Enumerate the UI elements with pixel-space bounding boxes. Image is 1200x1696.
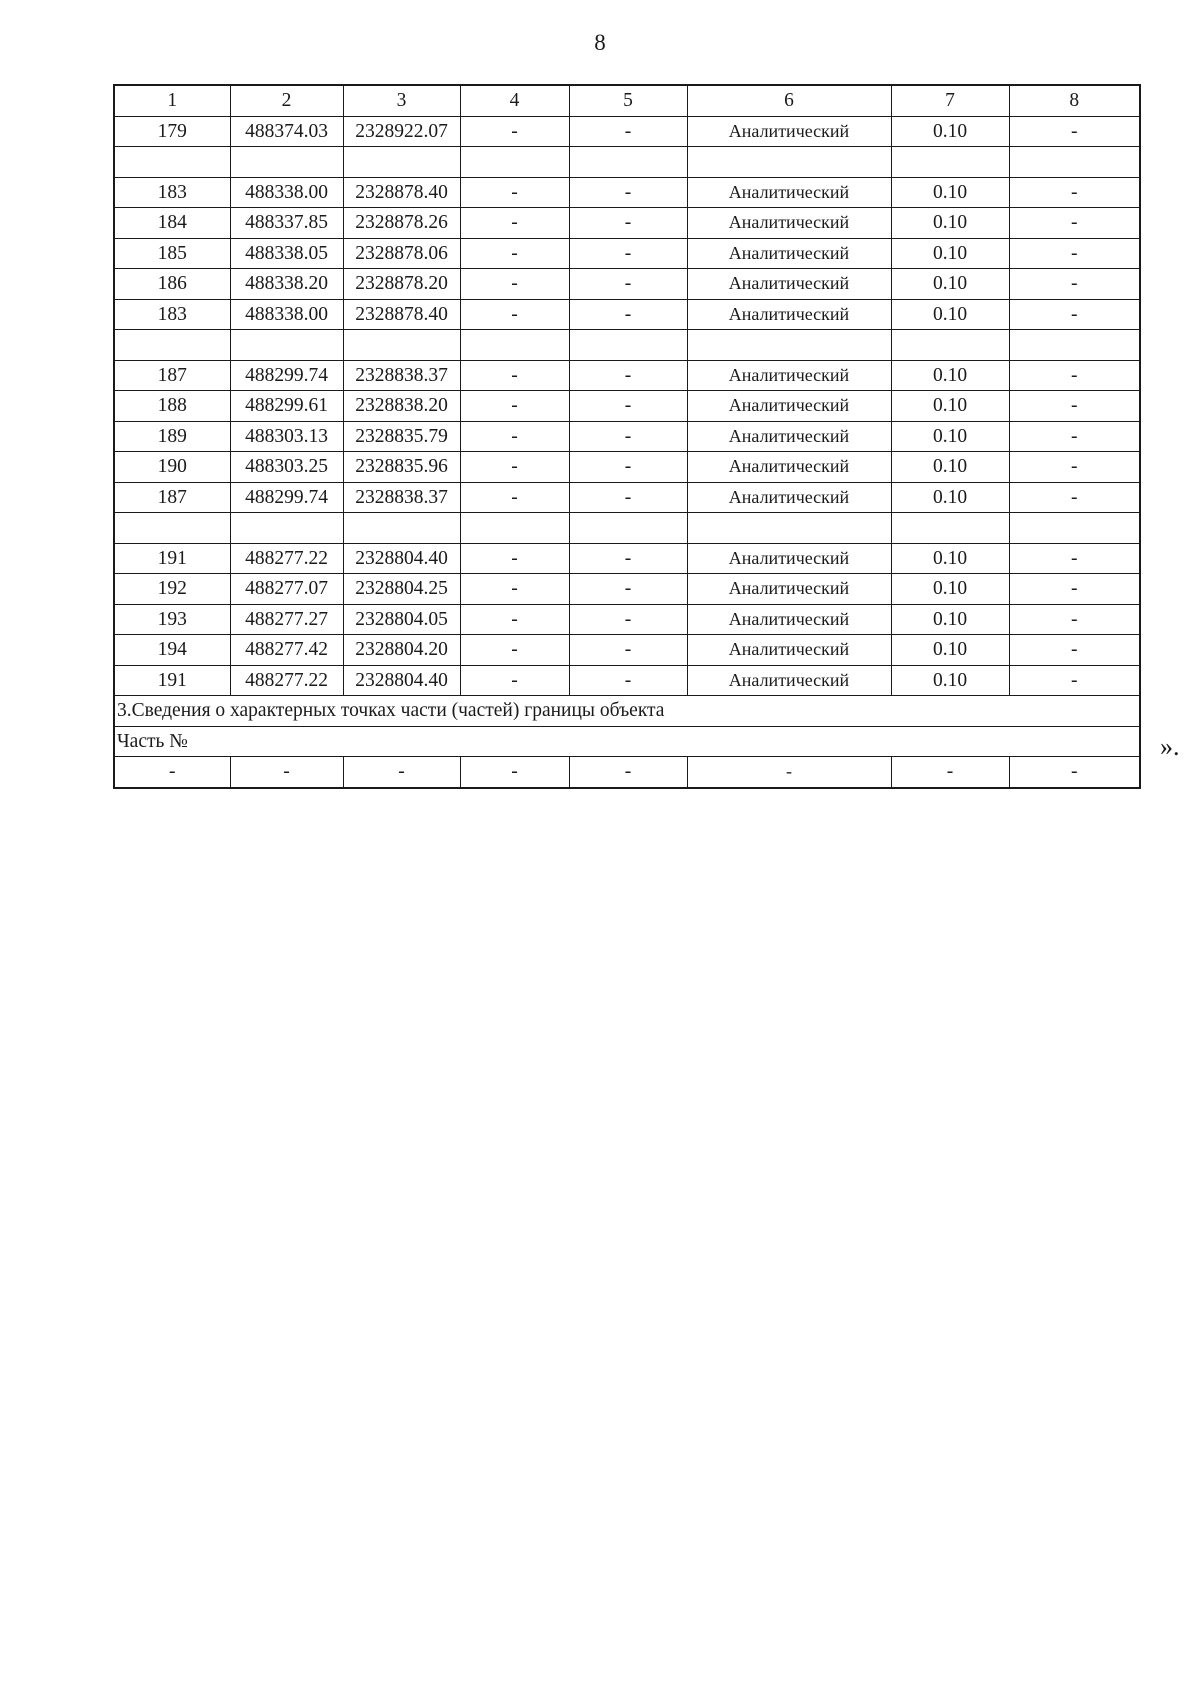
table-cell-col3: 2328804.40	[343, 543, 460, 574]
table-cell-col4: -	[460, 177, 569, 208]
table-cell-col3: 2328878.06	[343, 238, 460, 269]
section-title-row	[114, 696, 1140, 727]
table-cell-col5: 5	[569, 85, 687, 116]
table-cell-col7: 0.10	[891, 299, 1009, 330]
table-cell-col2: 488299.74	[230, 360, 343, 391]
table-cell-col4: -	[460, 421, 569, 452]
table-cell-col2: 2	[230, 85, 343, 116]
table-cell-col5: -	[569, 299, 687, 330]
table-cell-col7: 0.10	[891, 452, 1009, 483]
table-cell-col5: -	[569, 635, 687, 666]
table-cell-col6: -	[687, 757, 891, 788]
table-cell-col5: -	[569, 574, 687, 605]
table-cell-col4	[460, 147, 569, 178]
table-cell-col1: 188	[114, 391, 230, 422]
table-cell-col8: -	[1009, 665, 1140, 696]
table-cell-col6: Аналитический	[687, 269, 891, 300]
table-cell-col2: 488299.74	[230, 482, 343, 513]
table-row	[114, 665, 1140, 696]
table-cell-col2: 488277.22	[230, 543, 343, 574]
table-cell-col7: 0.10	[891, 635, 1009, 666]
table-cell-col4	[460, 513, 569, 544]
table-row	[114, 452, 1140, 483]
table-cell-col2: 488303.13	[230, 421, 343, 452]
table-row	[114, 421, 1140, 452]
table-cell-col7: 0.10	[891, 574, 1009, 605]
section-title-row-text: 3.Сведения о характерных точках части (частей) границы объекта	[114, 696, 1140, 727]
table-cell-col4: -	[460, 116, 569, 147]
table-cell-col6: Аналитический	[687, 635, 891, 666]
table-cell-col3: 2328878.20	[343, 269, 460, 300]
table-row	[114, 574, 1140, 605]
table-cell-col4: -	[460, 757, 569, 788]
table-row	[114, 543, 1140, 574]
table-cell-col8	[1009, 330, 1140, 361]
table-cell-col8: -	[1009, 574, 1140, 605]
table-cell-col6: 6	[687, 85, 891, 116]
table-cell-col2: 488338.00	[230, 177, 343, 208]
table-cell-col3: 2328878.26	[343, 208, 460, 239]
table-cell-col7	[891, 513, 1009, 544]
table-cell-col7: 0.10	[891, 116, 1009, 147]
table-cell-col1: 187	[114, 360, 230, 391]
table-cell-col8: -	[1009, 269, 1140, 300]
table-cell-col5: -	[569, 391, 687, 422]
table-cell-col8: -	[1009, 177, 1140, 208]
table-cell-col3: 2328835.96	[343, 452, 460, 483]
table-cell-col3: 2328804.20	[343, 635, 460, 666]
table-cell-col7: 0.10	[891, 391, 1009, 422]
table-cell-col1: 187	[114, 482, 230, 513]
table-cell-col1	[114, 513, 230, 544]
table-cell-col6	[687, 147, 891, 178]
table-cell-col1: 1	[114, 85, 230, 116]
part-values-row	[114, 757, 1140, 788]
table-cell-col4: -	[460, 269, 569, 300]
table-cell-col4: -	[460, 604, 569, 635]
table-cell-col7: 0.10	[891, 208, 1009, 239]
table-row	[114, 391, 1140, 422]
table-cell-col7: 0.10	[891, 177, 1009, 208]
table-cell-col8	[1009, 513, 1140, 544]
table-cell-col8: -	[1009, 543, 1140, 574]
table-cell-col1: 183	[114, 299, 230, 330]
table-cell-col3: 2328838.20	[343, 391, 460, 422]
table-cell-col7: 0.10	[891, 604, 1009, 635]
table-cell-col8: -	[1009, 238, 1140, 269]
table-cell-col3: 2328922.07	[343, 116, 460, 147]
table-cell-col6: Аналитический	[687, 482, 891, 513]
table-cell-col5: -	[569, 360, 687, 391]
table-cell-col6: Аналитический	[687, 391, 891, 422]
table-cell-col4: -	[460, 452, 569, 483]
table-cell-col4: -	[460, 360, 569, 391]
table-cell-col2	[230, 330, 343, 361]
table-cell-col5: -	[569, 238, 687, 269]
table-cell-col5: -	[569, 208, 687, 239]
table-cell-col8: 8	[1009, 85, 1140, 116]
table-cell-col8: -	[1009, 482, 1140, 513]
table-cell-col1: 185	[114, 238, 230, 269]
table-row	[114, 604, 1140, 635]
table-cell-col1: 184	[114, 208, 230, 239]
table-cell-col1: 190	[114, 452, 230, 483]
table-cell-col4: -	[460, 391, 569, 422]
table-cell-col2: -	[230, 757, 343, 788]
table-cell-col6: Аналитический	[687, 299, 891, 330]
table-cell-col2: 488277.22	[230, 665, 343, 696]
table-cell-col7: 0.10	[891, 238, 1009, 269]
table-cell-col8: -	[1009, 757, 1140, 788]
table-cell-col6: Аналитический	[687, 238, 891, 269]
table-row	[114, 116, 1140, 147]
table-cell-col4: -	[460, 574, 569, 605]
table-cell-col7: 0.10	[891, 269, 1009, 300]
table-cell-col7: 7	[891, 85, 1009, 116]
table-cell-col7: 0.10	[891, 482, 1009, 513]
table-cell-col8: -	[1009, 604, 1140, 635]
table-cell-col2: 488277.27	[230, 604, 343, 635]
part-label-row	[114, 726, 1140, 757]
table-cell-col7: 0.10	[891, 360, 1009, 391]
table-cell-col2: 488277.42	[230, 635, 343, 666]
table-cell-col6: Аналитический	[687, 177, 891, 208]
table-cell-col2: 488338.20	[230, 269, 343, 300]
table-cell-col8: -	[1009, 208, 1140, 239]
table-cell-col8: -	[1009, 116, 1140, 147]
table-cell-col8	[1009, 147, 1140, 178]
table-cell-col5: -	[569, 421, 687, 452]
table-cell-col3: 2328804.40	[343, 665, 460, 696]
table-cell-col3	[343, 147, 460, 178]
table-row	[114, 208, 1140, 239]
table-cell-col1	[114, 330, 230, 361]
table-cell-col2	[230, 513, 343, 544]
table-row	[114, 330, 1140, 361]
table-cell-col3: 2328835.79	[343, 421, 460, 452]
table-cell-col6: Аналитический	[687, 604, 891, 635]
table-cell-col5: -	[569, 757, 687, 788]
table-cell-col6	[687, 513, 891, 544]
table-cell-col1: 191	[114, 665, 230, 696]
table-cell-col1	[114, 147, 230, 178]
table-cell-col1: 193	[114, 604, 230, 635]
table-cell-col5: -	[569, 452, 687, 483]
table-cell-col6: Аналитический	[687, 421, 891, 452]
table-cell-col3	[343, 513, 460, 544]
table-cell-col4: -	[460, 299, 569, 330]
table-cell-col6: Аналитический	[687, 208, 891, 239]
table-cell-col5: -	[569, 116, 687, 147]
table-cell-col1: -	[114, 757, 230, 788]
table-cell-col6: Аналитический	[687, 360, 891, 391]
table-cell-col6: Аналитический	[687, 452, 891, 483]
table-cell-col4	[460, 330, 569, 361]
table-cell-col8: -	[1009, 635, 1140, 666]
table-cell-col8: -	[1009, 391, 1140, 422]
table-row	[114, 238, 1140, 269]
table-cell-col2: 488337.85	[230, 208, 343, 239]
table-cell-col3: 2328838.37	[343, 482, 460, 513]
table-row	[114, 482, 1140, 513]
table-cell-col3: 2328804.25	[343, 574, 460, 605]
table-cell-col1: 189	[114, 421, 230, 452]
table-header-row	[114, 85, 1140, 116]
table-cell-col8: -	[1009, 452, 1140, 483]
table-cell-col4: -	[460, 208, 569, 239]
table-cell-col2: 488338.00	[230, 299, 343, 330]
table-cell-col7: -	[891, 757, 1009, 788]
table-cell-col3: 3	[343, 85, 460, 116]
table-cell-col4: -	[460, 543, 569, 574]
table-cell-col8: -	[1009, 360, 1140, 391]
coordinates-table	[113, 84, 1141, 789]
table-cell-col1: 192	[114, 574, 230, 605]
table-cell-col7: 0.10	[891, 543, 1009, 574]
table-cell-col4: -	[460, 238, 569, 269]
table-cell-col7: 0.10	[891, 421, 1009, 452]
table-cell-col5: -	[569, 604, 687, 635]
table-cell-col2	[230, 147, 343, 178]
table-cell-col4: -	[460, 482, 569, 513]
table-cell-col2: 488299.61	[230, 391, 343, 422]
table-cell-col8: -	[1009, 421, 1140, 452]
table-cell-col5: -	[569, 665, 687, 696]
table-cell-col3: 2328804.05	[343, 604, 460, 635]
table-cell-col4: 4	[460, 85, 569, 116]
table-cell-col5	[569, 513, 687, 544]
table-cell-col3: -	[343, 757, 460, 788]
table-cell-col6: Аналитический	[687, 116, 891, 147]
table-row	[114, 360, 1140, 391]
table-cell-col1: 186	[114, 269, 230, 300]
table-row	[114, 147, 1140, 178]
table-cell-col1: 191	[114, 543, 230, 574]
table-cell-col7: 0.10	[891, 665, 1009, 696]
table-row	[114, 269, 1140, 300]
table-cell-col5	[569, 330, 687, 361]
table-cell-col5	[569, 147, 687, 178]
table-cell-col1: 179	[114, 116, 230, 147]
table-cell-col1: 194	[114, 635, 230, 666]
part-label-row-text: Часть №	[114, 726, 1140, 757]
table-cell-col8: -	[1009, 299, 1140, 330]
table-cell-col7	[891, 330, 1009, 361]
table-cell-col5: -	[569, 543, 687, 574]
table-row	[114, 177, 1140, 208]
table-cell-col3	[343, 330, 460, 361]
table-cell-col2: 488374.03	[230, 116, 343, 147]
table-cell-col6: Аналитический	[687, 665, 891, 696]
table-cell-col5: -	[569, 269, 687, 300]
table-row	[114, 635, 1140, 666]
table-cell-col3: 2328878.40	[343, 299, 460, 330]
table-cell-col2: 488277.07	[230, 574, 343, 605]
table-cell-col2: 488303.25	[230, 452, 343, 483]
table-cell-col6: Аналитический	[687, 574, 891, 605]
table-body	[114, 85, 1140, 788]
table-cell-col3: 2328838.37	[343, 360, 460, 391]
table-cell-col7	[891, 147, 1009, 178]
closing-quote-mark: ».	[1160, 732, 1180, 761]
table-cell-col3: 2328878.40	[343, 177, 460, 208]
table-cell-col5: -	[569, 482, 687, 513]
page-number: 8	[594, 30, 606, 55]
table-cell-col5: -	[569, 177, 687, 208]
table-cell-col4: -	[460, 635, 569, 666]
table-row	[114, 513, 1140, 544]
table-cell-col6	[687, 330, 891, 361]
table-cell-col2: 488338.05	[230, 238, 343, 269]
table-cell-col4: -	[460, 665, 569, 696]
table-cell-col1: 183	[114, 177, 230, 208]
table-row	[114, 299, 1140, 330]
table-cell-col6: Аналитический	[687, 543, 891, 574]
